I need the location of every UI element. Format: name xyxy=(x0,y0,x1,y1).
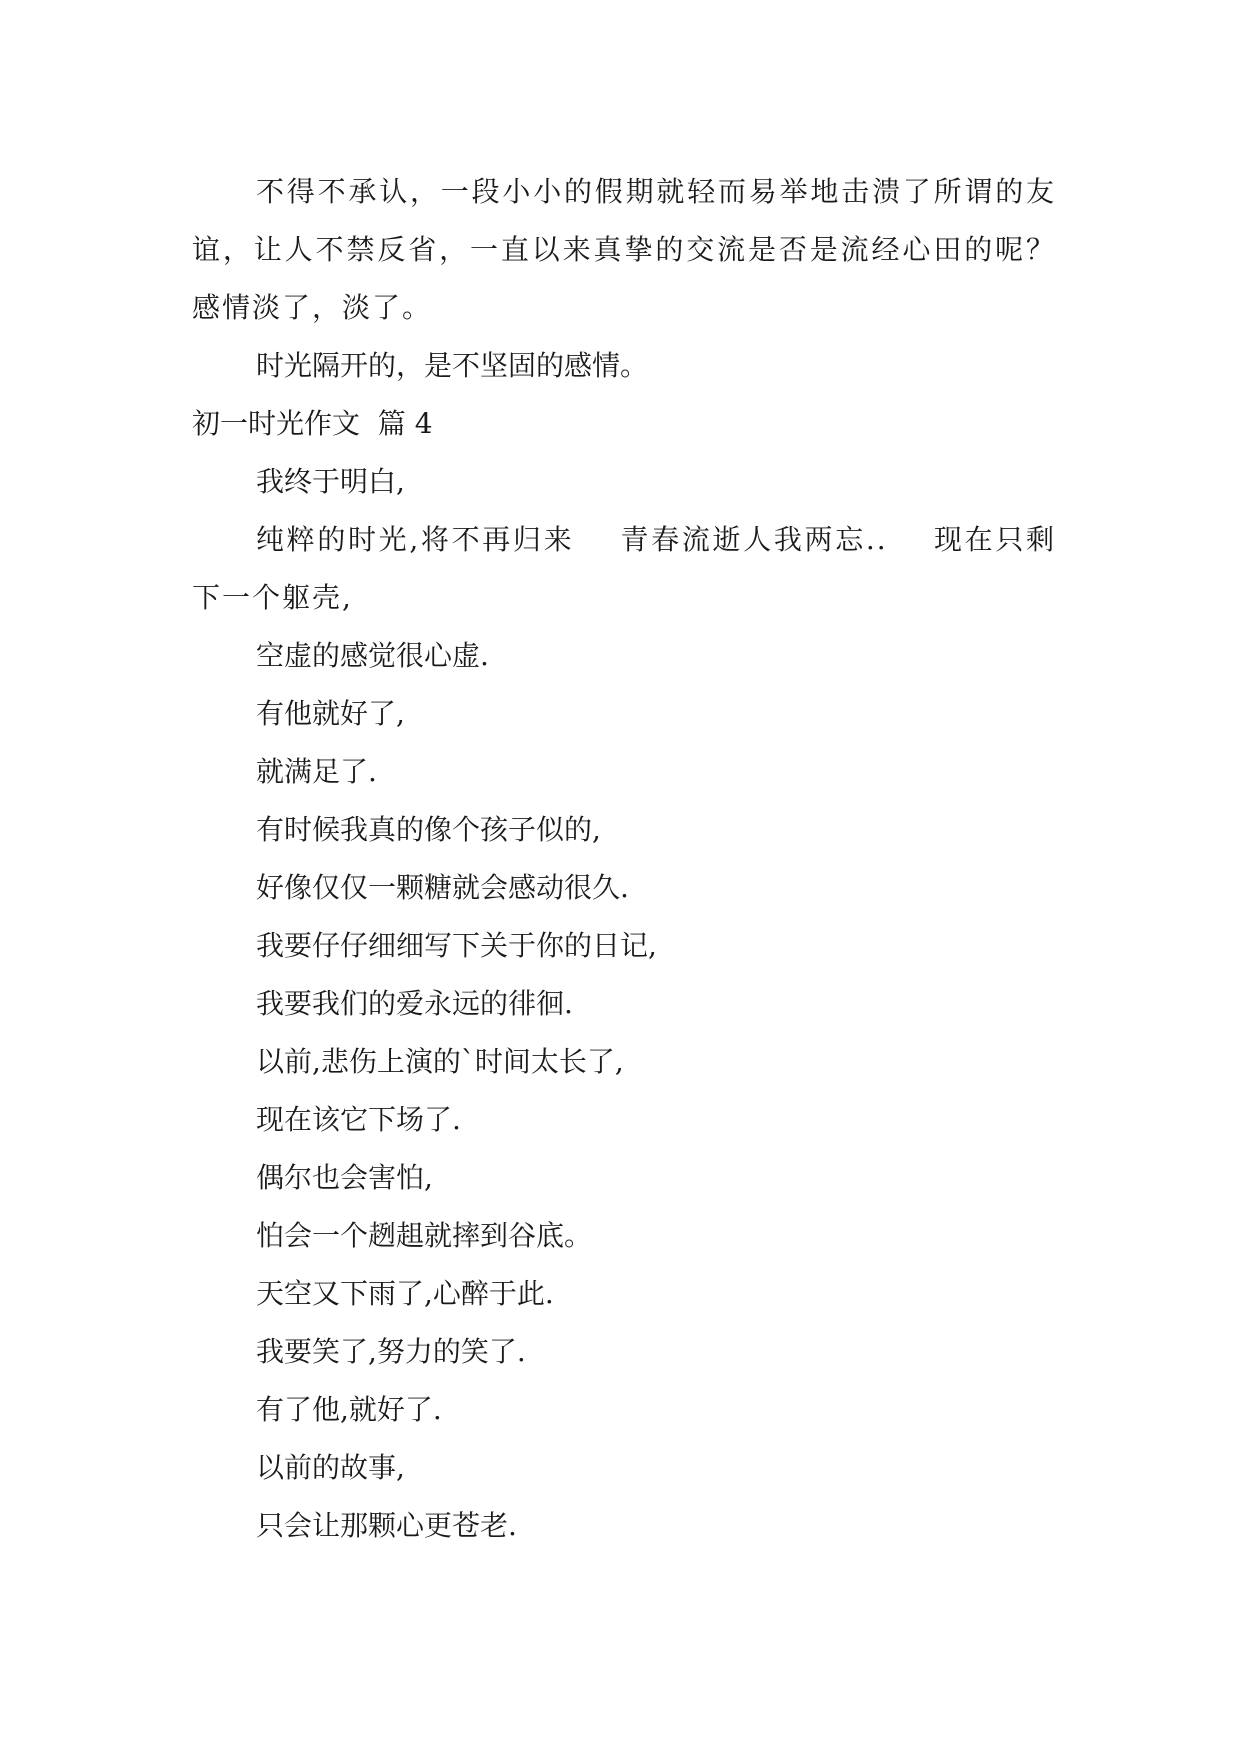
paragraph: 只会让那颗心更苍老. xyxy=(256,1509,517,1542)
paragraph: 我要我们的爱永远的徘徊. xyxy=(256,987,573,1020)
paragraph: 好像仅仅一颗糖就会感动很久. xyxy=(256,871,629,904)
paragraph: 现在该它下场了. xyxy=(256,1103,461,1136)
paragraph: 有时候我真的像个孩子似的, xyxy=(256,813,601,846)
paragraph: 我要仔仔细细写下关于你的日记, xyxy=(256,929,657,962)
paragraph: 天空又下雨了,心醉于此. xyxy=(256,1277,554,1310)
paragraph: 偶尔也会害怕, xyxy=(256,1161,433,1194)
paragraph: 有他就好了, xyxy=(256,697,405,730)
paragraph: 我终于明白, xyxy=(256,465,405,498)
paragraph: 空虚的感觉很心虚. xyxy=(256,639,489,672)
paragraph: 以前,悲伤上演的`时间太长了, xyxy=(256,1045,624,1078)
paragraph: 纯粹的时光,将不再归来 青春流逝人我两忘.. 现在只剩下一个躯壳, xyxy=(192,523,1056,614)
document-body xyxy=(192,163,1056,1555)
paragraph: 以前的故事, xyxy=(256,1451,405,1484)
paragraph: 怕会一个趔趄就摔到谷底。 xyxy=(256,1219,593,1252)
paragraph: 有了他,就好了. xyxy=(256,1393,442,1426)
paragraph: 就满足了. xyxy=(256,755,377,788)
paragraph: 我要笑了,努力的笑了. xyxy=(256,1335,526,1368)
section-heading: 初一时光作文 篇 4 xyxy=(192,407,433,440)
paragraph: 时光隔开的，是不坚固的感情。 xyxy=(256,349,649,382)
paragraph: 不得不承认，一段小小的假期就轻而易举地击溃了所谓的友谊，让人不禁反省，一直以来真挚的交流是否是流经心田的呢？感情淡了，淡了。 xyxy=(192,175,1056,324)
